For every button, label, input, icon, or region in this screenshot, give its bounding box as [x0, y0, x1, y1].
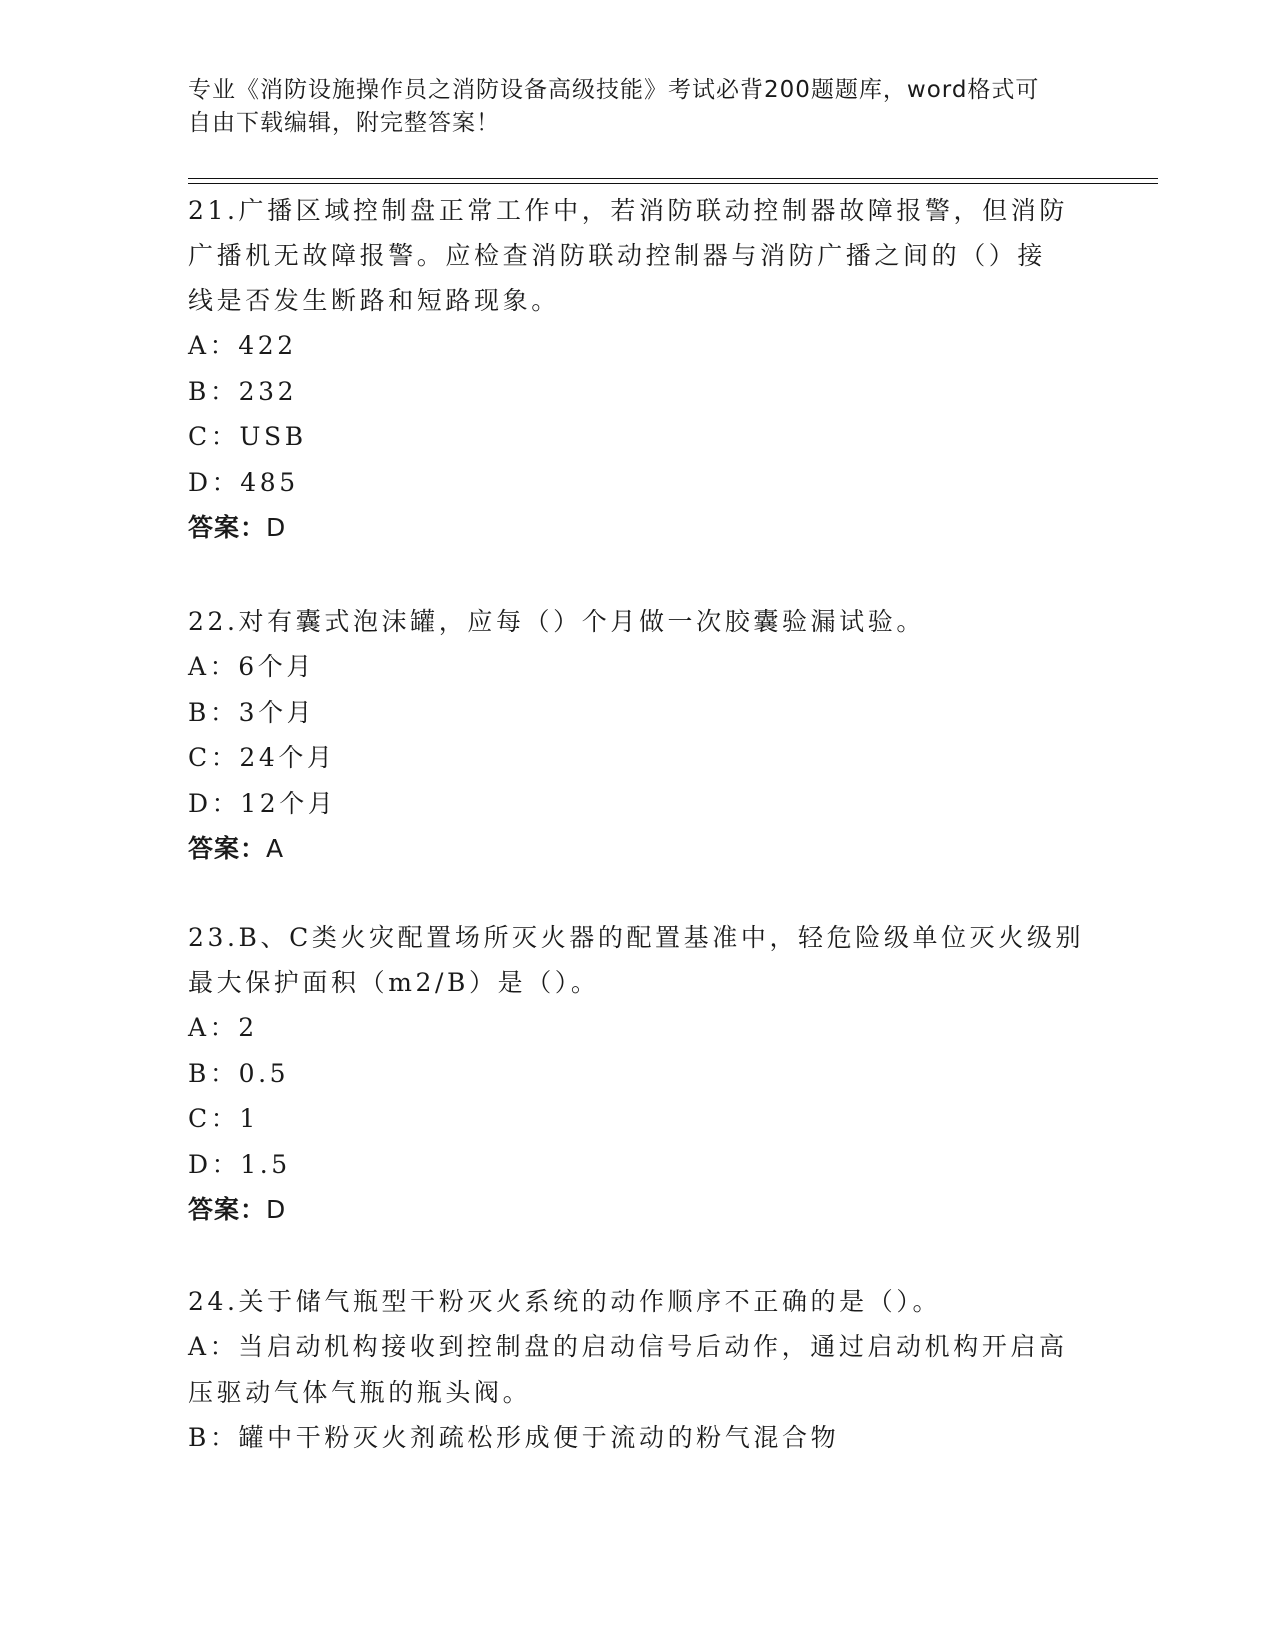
option-b: B：232 [188, 376, 298, 406]
answer-value: A [266, 834, 285, 863]
option-c: C：1 [188, 1104, 259, 1133]
question-stem-line: 22.对有囊式泡沫罐，应每（）个月做一次胶囊验漏试验。 [188, 607, 925, 636]
answer-line [188, 1187, 1088, 1232]
question-24 [188, 1279, 1088, 1461]
option-b: B：0.5 [188, 1058, 290, 1088]
answer-label: 答案： [188, 513, 267, 542]
answer-value: D [266, 513, 287, 542]
answer-line [188, 826, 1088, 871]
question-stem-line: 21.广播区域控制盘正常工作中，若消防联动控制器故障报警，但消防 [188, 196, 1068, 225]
answer-value: D [266, 1195, 287, 1224]
answer-label: 答案： [188, 834, 267, 863]
header-divider-top [188, 178, 1158, 179]
option-a: A：当启动机构接收到控制盘的启动信号后动作，通过启动机构开启高 [188, 1332, 1068, 1361]
option-b: B：罐中干粉灭火剂疏松形成便于流动的粉气混合物 [188, 1423, 840, 1452]
document-header [188, 74, 1088, 140]
question-stem-line: 最大保护面积（m2/B）是（）。 [188, 968, 600, 997]
answer-label: 答案： [188, 1195, 267, 1224]
question-stem-line: 线是否发生断路和短路现象。 [188, 286, 560, 315]
option-d: D：485 [188, 467, 299, 497]
question-21 [188, 188, 1088, 550]
question-stem-line: 广播机无故障报警。应检查消防联动控制器与消防广播之间的（）接 [188, 241, 1047, 270]
question-stem-line: 23.B、C类火灾配置场所灭火器的配置基准中，轻危险级单位灭火级别 [188, 923, 1085, 952]
option-d: D：12个月 [188, 788, 337, 818]
answer-line [188, 505, 1088, 550]
option-a: A：422 [188, 331, 297, 360]
question-23 [188, 915, 1088, 1232]
header-line-2: 自由下载编辑，附完整答案！ [188, 110, 500, 136]
option-c: C：24个月 [188, 743, 336, 772]
question-stem-line: 24.关于储气瓶型干粉灭火系统的动作顺序不正确的是（）。 [188, 1287, 942, 1316]
question-22 [188, 599, 1088, 871]
header-line-1: 专业《消防设施操作员之消防设备高级技能》考试必背200题题库，word格式可 [188, 77, 1040, 103]
option-a: A：6个月 [188, 652, 315, 681]
header-divider-bottom [188, 183, 1158, 184]
option-a-continued: 压驱动气体气瓶的瓶头阀。 [188, 1377, 532, 1407]
option-d: D：1.5 [188, 1149, 291, 1179]
option-b: B：3个月 [188, 697, 316, 727]
option-c: C：USB [188, 422, 307, 451]
option-a: A：2 [188, 1013, 258, 1042]
